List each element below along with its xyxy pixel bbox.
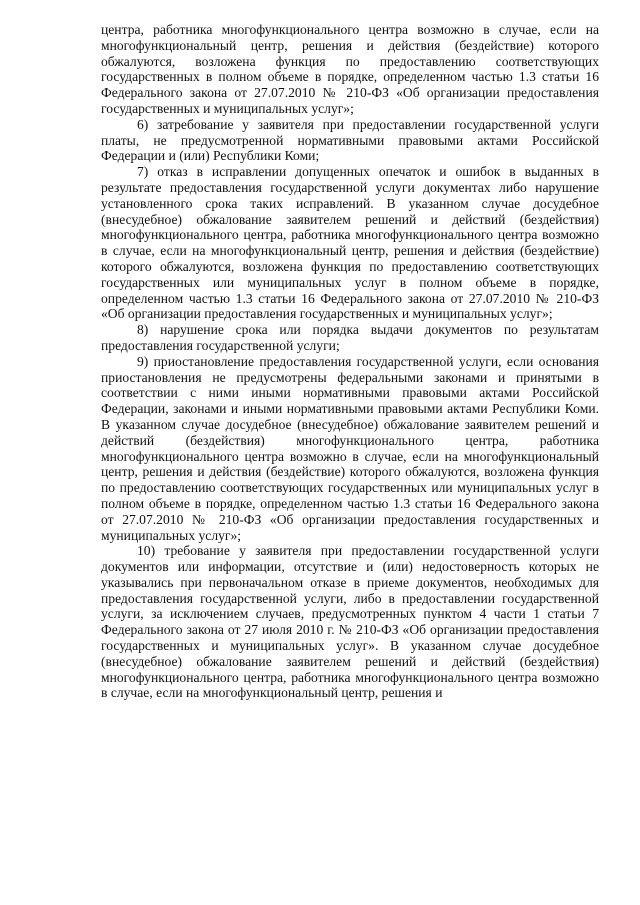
paragraph-item-8: 8) нарушение срока или порядка выдачи документов по результатам предоставления государственной услуги; <box>101 322 599 353</box>
paragraph-item-10: 10) требование у заявителя при предоставлении государственной услуги документов или информации, отсутствие и (или) недостоверность которых не указывались при первоначальном отказе в приеме документов, необходимых для предоставления государственной услуги, либо в предоставлении государственной услуги, за исключением случаев, предусмотренных пунктом 4 части 1 статьи 7 Федерального закона от 27 июля 2010 г. № 210-ФЗ «Об организации предоставления государственных и муниципальных услуг». В указанном случае досудебное (внесудебное) обжалование заявителем решений и действий (бездействия) многофункционального центра, работника многофункционального центра возможно в случае, если на многофункциональный центр, решения и <box>101 543 599 701</box>
paragraph-item-6: 6) затребование у заявителя при предоставлении государственной услуги платы, не предусмотренной нормативными правовыми актами Российской Федерации и (или) Республики Коми; <box>101 116 599 164</box>
paragraph-item-7: 7) отказ в исправлении допущенных опечаток и ошибок в выданных в результате предоставления государственной услуги документах либо нарушение установленного срока таких исправлений. В указанном случае досудебное (внесудебное) обжалование заявителем решений и действий (бездействия) многофункционального центра, работника многофункционального центра возможно в случае, если на многофункциональный центр, решения и действия (бездействие) которого обжалуются, возложена функция по предоставлению соответствующих государственных или муниципальных услуг в полном объеме в порядке, определенном частью 1.3 статьи 16 Федерального закона от 27.07.2010 № 210-ФЗ «Об организации предоставления государственных и муниципальных услуг»; <box>101 164 599 322</box>
paragraph-item-9: 9) приостановление предоставления государственной услуги, если основания приостановления не предусмотрены федеральными законами и принятыми в соответствии с ними иными нормативными правовыми актами Российской Федерации, законами и иными нормативными правовыми актами Республики Коми. В указанном случае досудебное (внесудебное) обжалование заявителем решений и действий (бездействия) многофункционального центра, работника многофункционального центра возможно в случае, если на многофункциональный центр, решения и действия (бездействие) которого обжалуются, возложена функция по предоставлению соответствующих государственных или муниципальных услуг в полном объеме в порядке, определенном частью 1.3 статьи 16 Федерального закона от 27.07.2010 № 210-ФЗ «Об организации предоставления государственных и муниципальных услуг»; <box>101 353 599 543</box>
paragraph-continuation: центра, работника многофункционального центра возможно в случае, если на многофункциональный центр, решения и действия (бездействие) которого обжалуются, возложена функция по предоставлению соответствующих государственных в полном объеме в порядке, определенном частью 1.3 статьи 16 Федерального закона от 27.07.2010 № 210-ФЗ «Об организации предоставления государственных и муниципальных услуг»; <box>101 22 599 116</box>
document-page <box>101 22 599 701</box>
